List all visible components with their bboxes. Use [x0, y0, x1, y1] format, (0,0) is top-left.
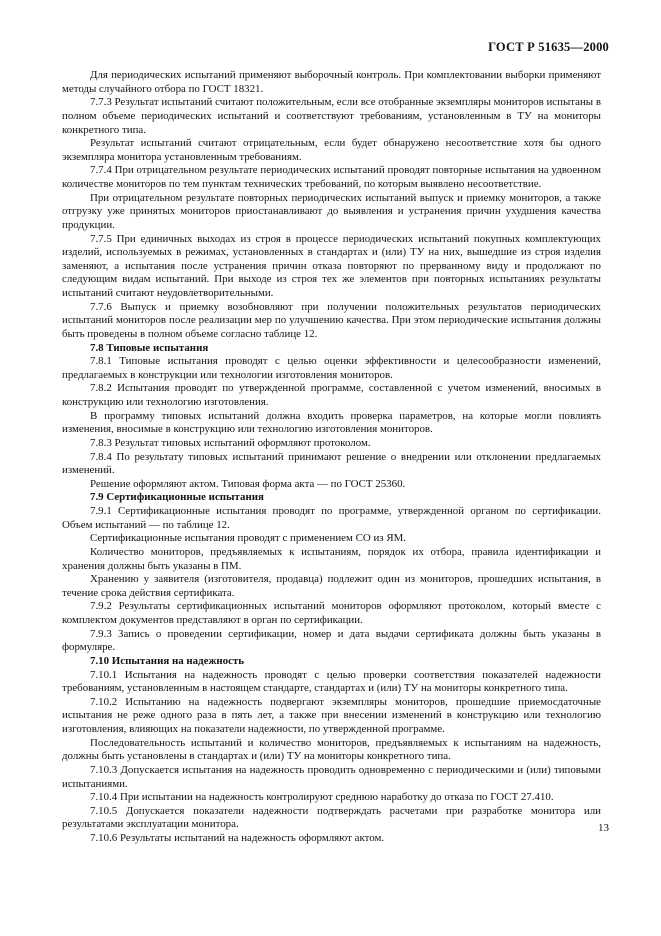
- paragraph: 7.9.3 Запись о проведении сертификации, номер и дата выдачи сертификата должны быть указаны в формуляре.: [62, 627, 601, 654]
- section-heading: 7.10 Испытания на надежность: [90, 654, 245, 667]
- section-heading: 7.8 Типовые испытания: [90, 341, 209, 354]
- paragraph: Для периодических испытаний применяют выборочный контроль. При комплектовании выборки применяют методы случайного отбора по ГОСТ 18321.: [62, 69, 601, 95]
- paragraph: 7.8.1 Типовые испытания проводят с целью оценки эффективности и целесообразности изменений, предлагаемых в конструкции или технологии изготовления мониторов.: [62, 355, 601, 381]
- paragraph: Количество мониторов, предъявляемых к испытаниям, порядок их отбора, правила идентификации и хранения должны быть указаны в ПМ.: [62, 545, 601, 572]
- paragraph: 7.7.5 При единичных выходах из строя в процессе периодических испытаний покупных комплектующих изделий, используемых в режимах, установленных в стандартах и (или) ТУ на них, вышедшие из строя изделия заменяют, а испытания после устранения причин отказа повторяют по прерванному виду и продолжают по следующим видам испытаний. При выходе из строя тех же элементов при повторных испытаниях результаты испытаний считают неудовлетворительными.: [62, 232, 601, 299]
- paragraph: 7.10.1 Испытания на надежность проводят с целью проверки соответствия показателей надежности требованиям, установленным в настоящем стандарте, стандартах и (или) ТУ на мониторы конкретного типа.: [62, 668, 601, 695]
- page-number: 13: [598, 822, 609, 834]
- paragraph: 7.10.3 Допускается испытания на надежность проводить одновременно с периодическими и (или) типовыми испытаниями.: [62, 763, 601, 790]
- paragraph: 7.10.2 Испытанию на надежность подвергают экземпляры мониторов, прошедшие приемосдаточные испытания не реже одного раза в пять лет, а также при внесении изменений в конструкцию или технологию изготовления, влияющих на показатели надежности, по утвержденной программе.: [62, 695, 601, 735]
- paragraph: 7.9.2 Результаты сертификационных испытаний мониторов оформляют протоколом, который вместе с комплектом документов представляют в орган по сертификации.: [62, 600, 601, 626]
- paragraph: 7.8.3 Результат типовых испытаний оформляют протоколом.: [90, 436, 371, 449]
- paragraph: Сертификационные испытания проводят с применением СО из ЯМ.: [90, 532, 406, 545]
- paragraph: 7.7.6 Выпуск и приемку возобновляют при получении положительных результатов периодических испытаний мониторов после реализации мер по улучшению качества. При этом периодические испытания должны быть проведены в полном объеме согласно таблице 12.: [62, 300, 601, 340]
- paragraph: 7.7.4 При отрицательном результате периодических испытаний проводят повторные испытания на удвоенном количестве мониторов по тем пунктам технических требований, по которым выявлено несоответствие.: [62, 164, 601, 190]
- paragraph: 7.9.1 Сертификационные испытания проводят по программе, утвержденной органом по сертификации. Объем испытаний — по таблице 12.: [62, 505, 601, 531]
- document-header: ГОСТ Р 51635—2000: [488, 40, 609, 54]
- paragraph: Последовательность испытаний и количество мониторов, предъявляемых к испытаниям на надежность, должны быть установлены в стандартах и (или) ТУ на мониторы конкретного типа.: [62, 736, 601, 763]
- paragraph: В программу типовых испытаний должна входить проверка параметров, на которые могли повлиять изменения, вносимые в конструкцию или технологию изготовления мониторов.: [62, 409, 601, 436]
- section-heading: 7.9 Сертификационные испытания: [90, 491, 264, 504]
- paragraph: 7.8.2 Испытания проводят по утвержденной программе, составленной с учетом изменений, вносимых в конструкцию или технологию изготовления.: [62, 382, 601, 408]
- paragraph: Хранению у заявителя (изготовителя, продавца) подлежит один из мониторов, прошедших испытания, в течение срока действия сертификата.: [62, 573, 601, 599]
- paragraph: 7.10.4 При испытании на надежность контролируют среднюю наработку до отказа по ГОСТ 27.410.: [90, 791, 554, 804]
- paragraph: 7.7.3 Результат испытаний считают положительным, если все отобранные экземпляры мониторов испытаны в полном объеме периодических испытаний и соответствуют требованиям, установленным в ТУ на мониторы конкретного типа.: [62, 96, 601, 136]
- paragraph: Результат испытаний считают отрицательным, если будет обнаружено несоответствие хотя бы одного экземпляра монитора установленным требованиям.: [62, 137, 601, 163]
- paragraph: 7.10.6 Результаты испытаний на надежность оформляют актом.: [90, 832, 385, 844]
- paragraph: 7.8.4 По результату типовых испытаний принимают решение о внедрении или отклонении предлагаемых изменений.: [62, 450, 601, 477]
- paragraph: Решение оформляют актом. Типовая форма акта — по ГОСТ 25360.: [90, 477, 406, 490]
- paragraph: При отрицательном результате повторных периодических испытаний выпуск и приемку мониторов, а также отгрузку уже принятых мониторов приостанавливают до выявления и устранения причин ухудшения качества продукции.: [62, 191, 601, 231]
- document-body: [62, 69, 601, 846]
- paragraph: 7.10.5 Допускается показатели надежности подтверждать расчетами при разработке монитора или результатами эксплуатации монитора.: [62, 804, 601, 831]
